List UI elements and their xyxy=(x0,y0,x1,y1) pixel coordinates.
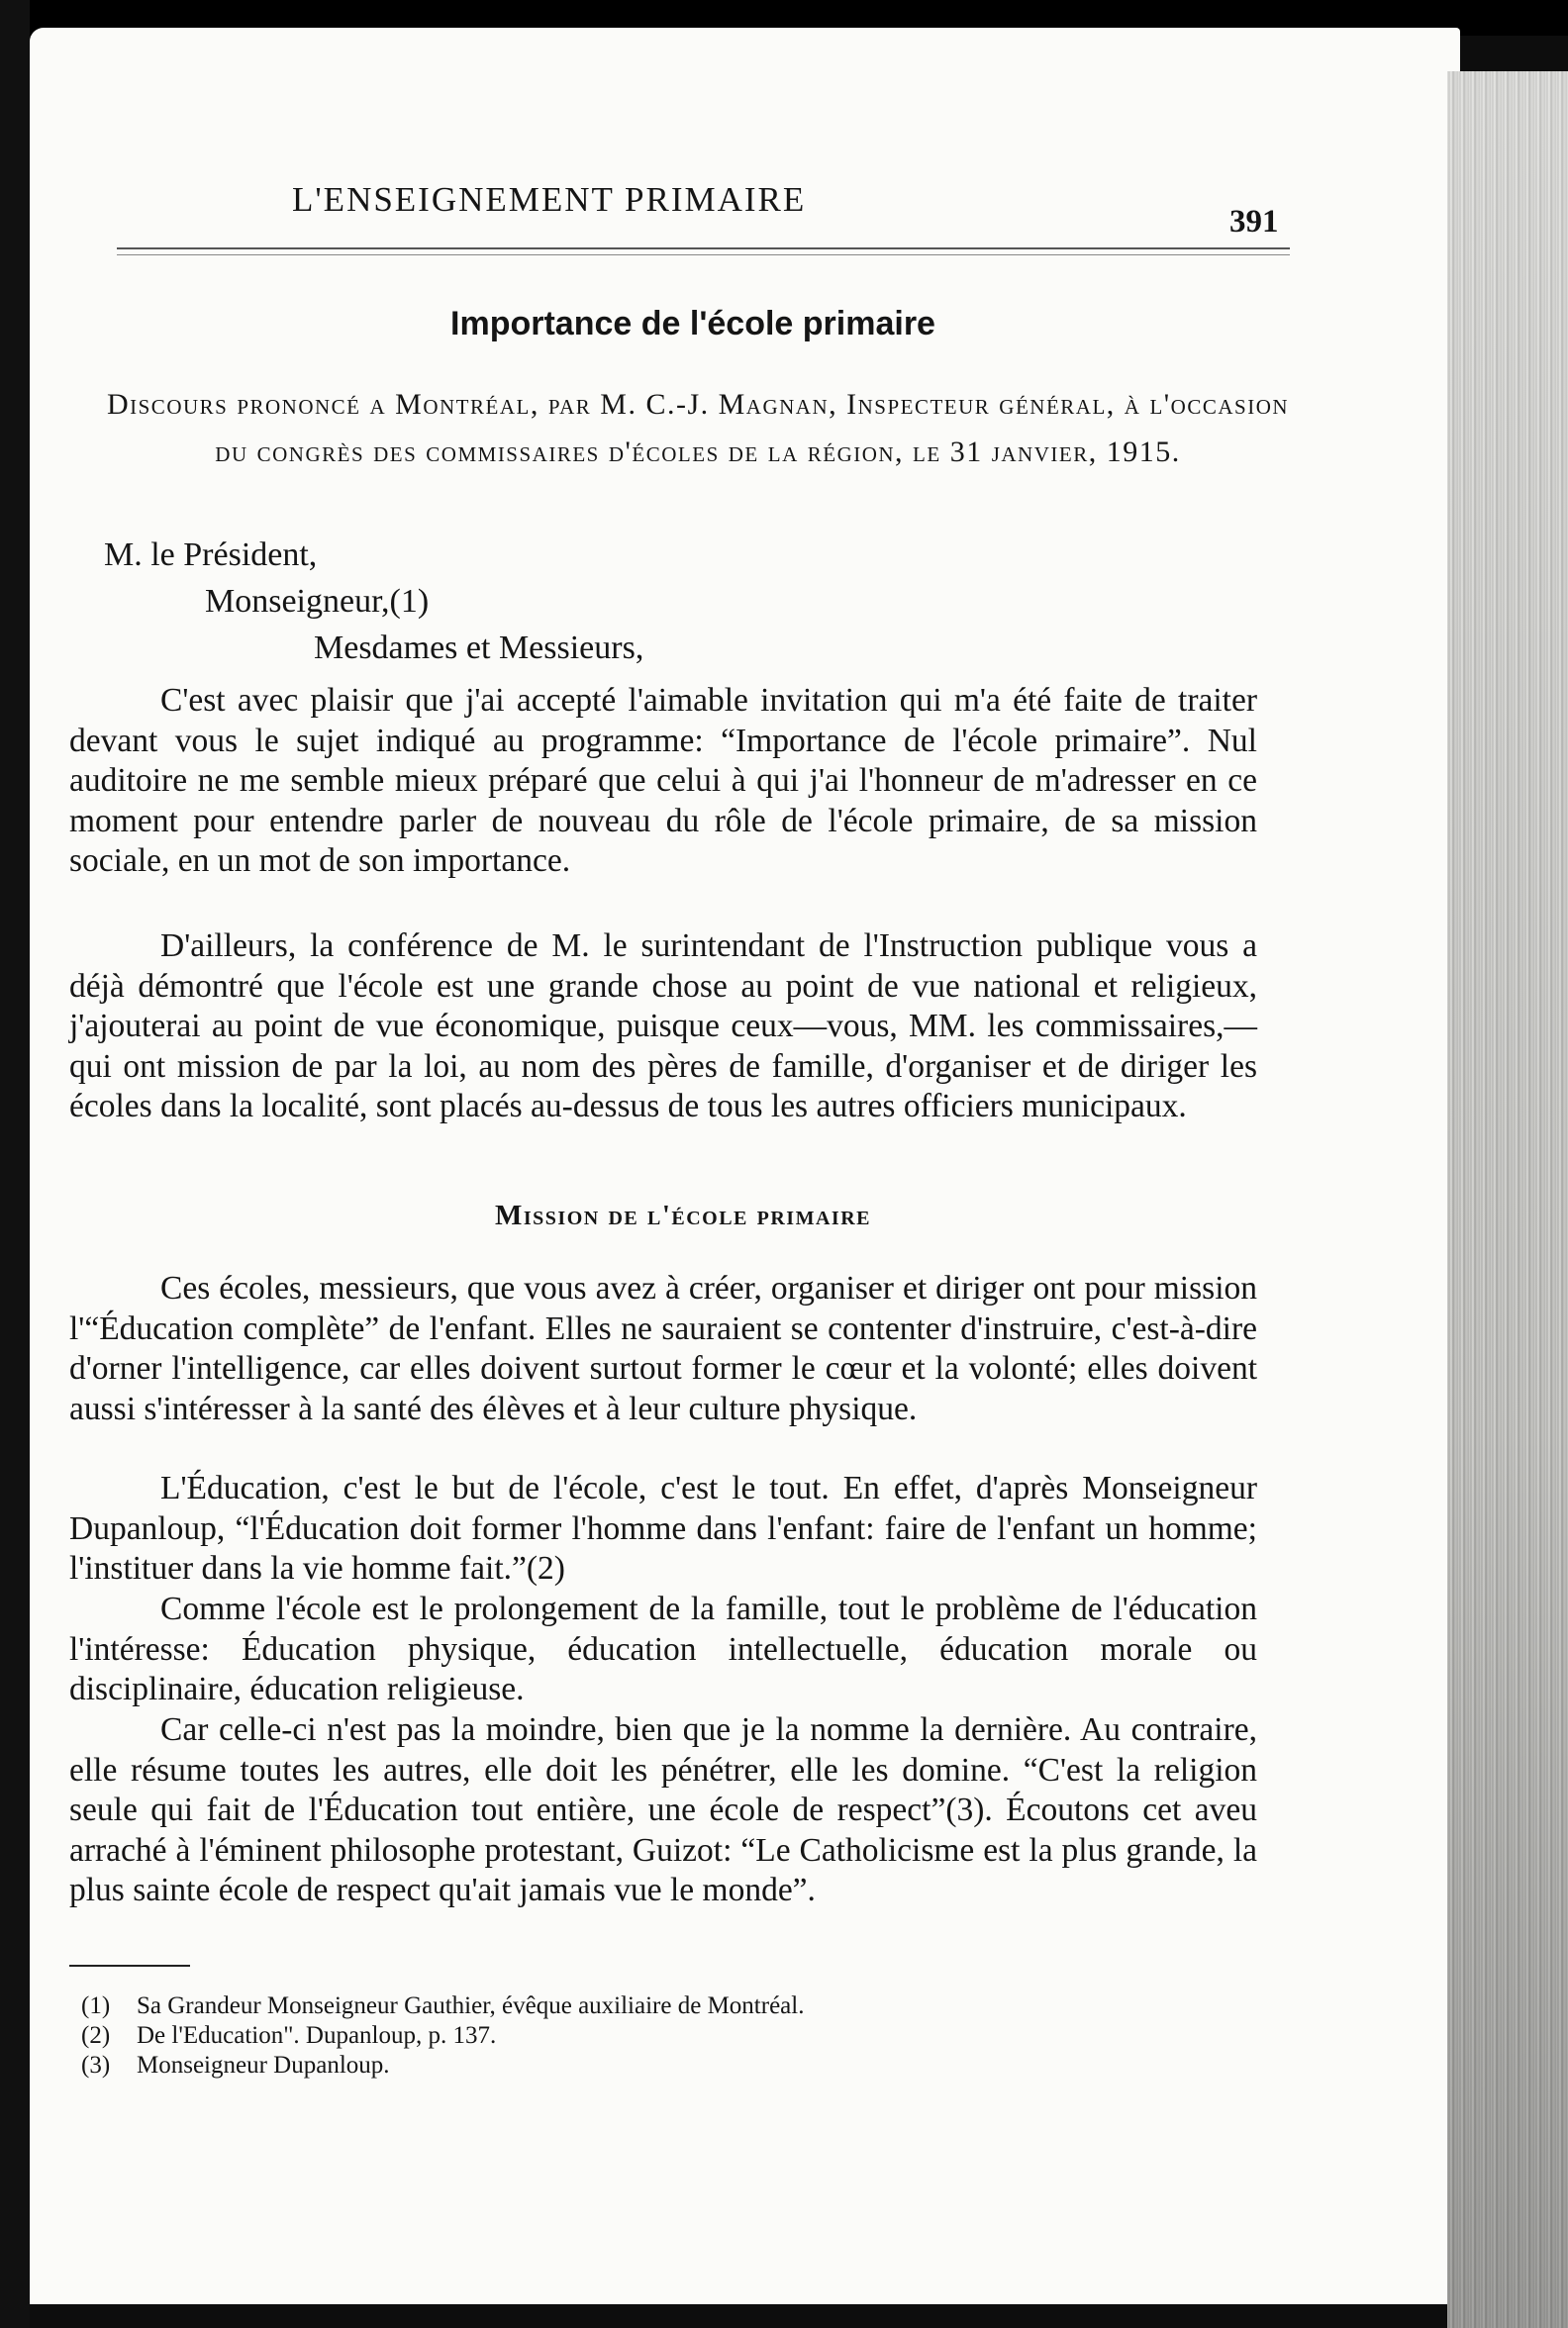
paragraph: D'ailleurs, la conférence de M. le surintendant de l'Instruction publique vous a déjà démontré que l'école est une grande chose au point de vue national et religieux, j'ajouterai au point de vue économique, puisque ceux—vous, MM. les commissaires,—qui ont mission de par la loi, au nom des pères de famille, d'organiser et de diriger les écoles dans la localité, sont placés au-dessus de tous les autres officiers municipaux. xyxy=(69,927,1257,1124)
book-page xyxy=(30,28,1460,2304)
page-number: 391 xyxy=(1229,204,1279,240)
footnotes xyxy=(81,1991,1170,2081)
section-heading: Mission de l'école primaire xyxy=(495,1200,871,1231)
paragraph: Comme l'école est le prolongement de la famille, tout le problème de l'éducation l'intéresse: Éducation physique, éducation intellectuelle, éducation morale ou disciplinaire, éducation religieuse. xyxy=(69,1591,1257,1707)
article-subtitle: Discours prononcé a Montréal, par M. C.-J. Magnan, Inspecteur général, à l'occasion du congrès des commissaires d'écoles de la région, le 31 janvier, 1915. xyxy=(106,388,1290,468)
paragraph: L'Éducation, c'est le but de l'école, c'est le tout. En effet, d'après Monseigneur Dupanloup, “l'Éducation doit former l'homme dans l'enfant: faire de l'enfant un homme; l'instituer dans la vie homme fait.”(2) xyxy=(69,1470,1257,1587)
salutation-audience: Mesdames et Messieurs, xyxy=(314,630,644,666)
running-title: L'ENSEIGNEMENT PRIMAIRE xyxy=(292,180,807,219)
footnote-rule xyxy=(69,1965,190,1967)
footnote-mark: (2) xyxy=(81,2022,111,2049)
header-rule xyxy=(117,247,1290,255)
footnote-text: Monseigneur Dupanloup. xyxy=(137,2052,390,2079)
scan-border-left xyxy=(0,0,30,2328)
salutation-president: M. le Président, xyxy=(104,536,318,573)
footnote xyxy=(81,1991,1170,2021)
footnote-text: De l'Education". Dupanloup, p. 137. xyxy=(137,2022,497,2049)
page-stack-shade xyxy=(1447,71,1568,2328)
article-title: Importance de l'école primaire xyxy=(450,305,935,342)
footnote xyxy=(81,2051,1170,2081)
footnote-mark: (1) xyxy=(81,1992,111,2019)
footnote-text: Sa Grandeur Monseigneur Gauthier, évêque auxiliaire de Montréal. xyxy=(137,1992,805,2019)
footnote-mark: (3) xyxy=(81,2052,111,2079)
paragraph: Ces écoles, messieurs, que vous avez à créer, organiser et diriger ont pour mission l'“Éducation complète” de l'enfant. Elles ne sauraient se contenter d'instruire, c'est-à-dire d'orner l'intelligence, car elles doivent surtout former le cœur et la volonté; elles doivent aussi s'intéresser à la santé des élèves et à leur culture physique. xyxy=(69,1270,1257,1427)
paragraph: C'est avec plaisir que j'ai accepté l'aimable invitation qui m'a été faite de traiter devant vous le sujet indiqué au programme: “Importance de l'école primaire”. Nul auditoire ne me semble mieux préparé que celui à qui j'ai l'honneur de m'adresser en ce moment pour entendre parler de nouveau du rôle de l'école primaire, de sa mission sociale, en un mot de son importance. xyxy=(69,682,1257,879)
salutation-monseigneur: Monseigneur,(1) xyxy=(205,583,430,620)
paragraph: Car celle-ci n'est pas la moindre, bien que je la nomme la dernière. Au contraire, elle résume toutes les autres, elle doit les pénétrer, elle les domine. “C'est la religion seule qui fait de l'Éducation tout entière, une école de respect”(3). Écoutons cet aveu arraché à l'éminent philosophe protestant, Guizot: “Le Catholicisme est la plus grande, la plus sainte école de respect qu'ait jamais vue le monde”. xyxy=(69,1711,1257,1908)
footnote xyxy=(81,2021,1170,2051)
